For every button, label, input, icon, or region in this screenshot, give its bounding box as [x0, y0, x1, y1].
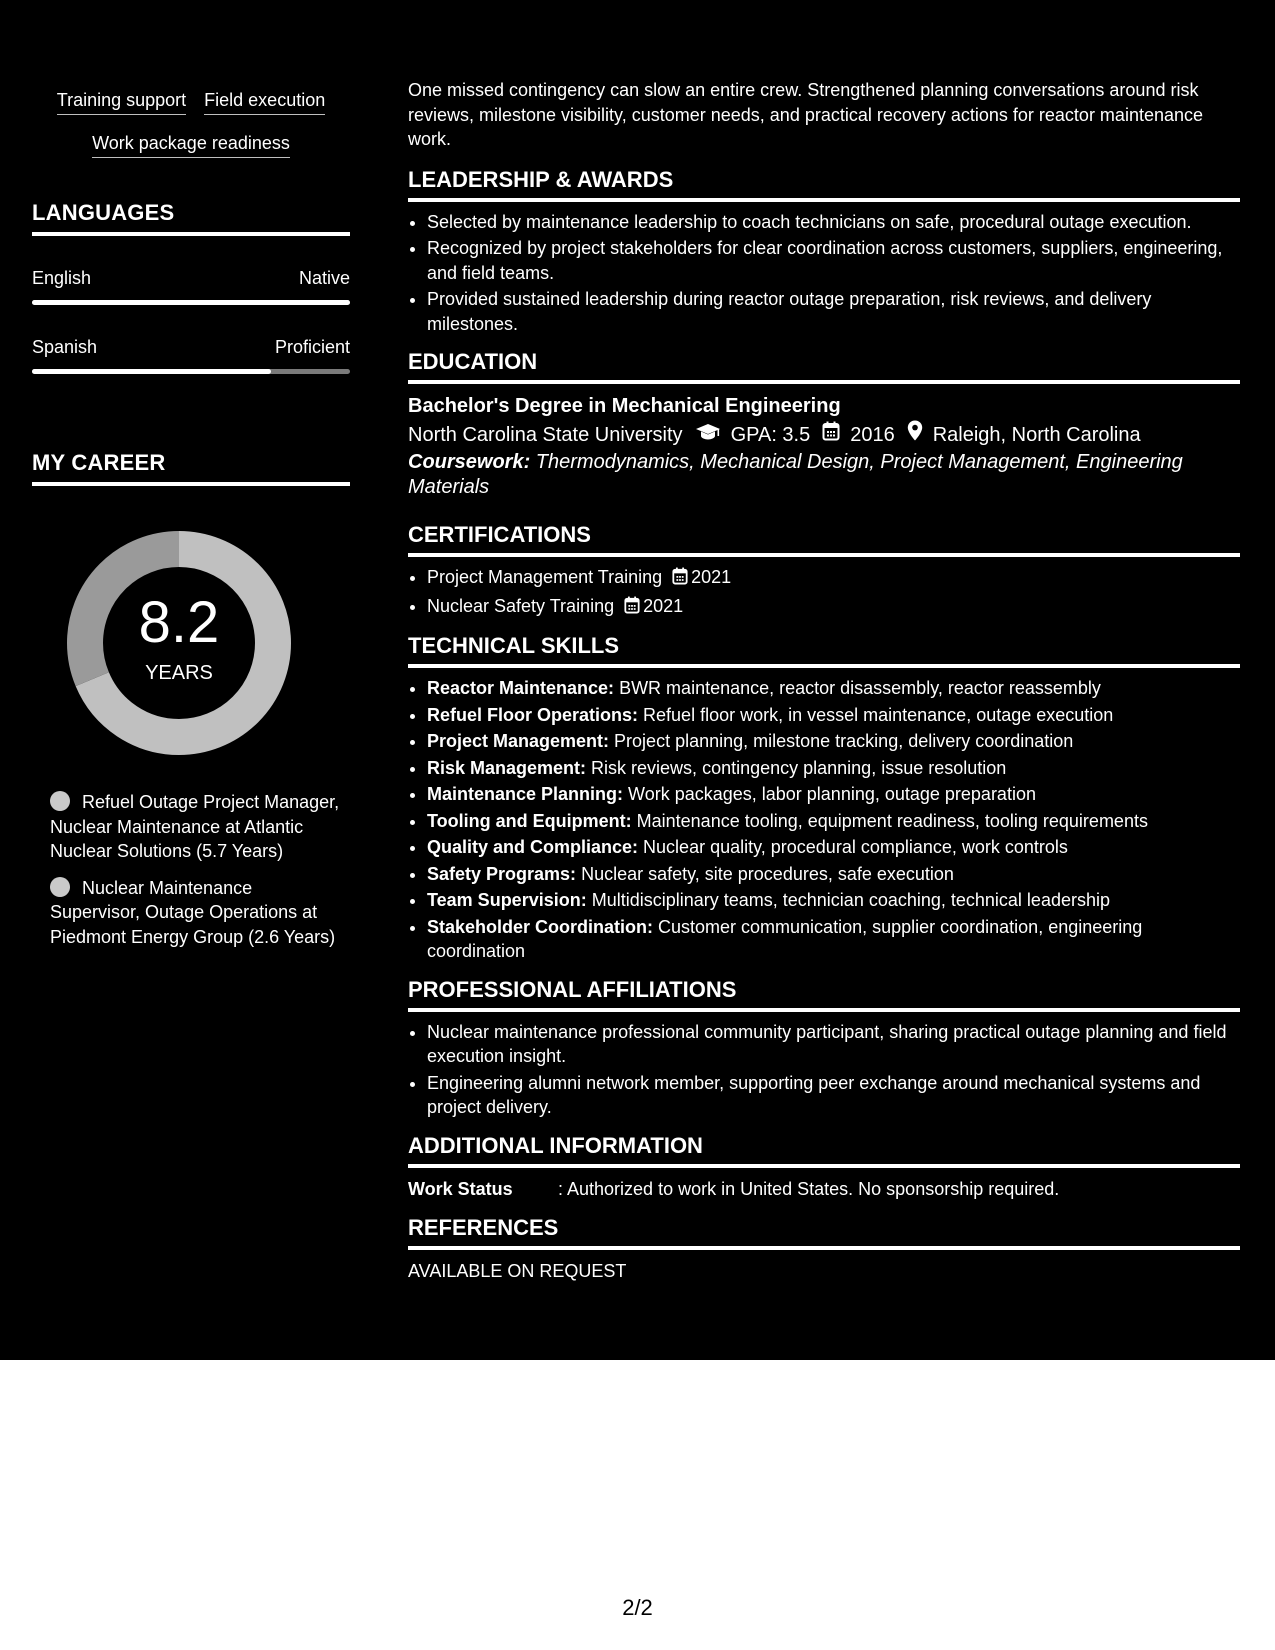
list-item: • Provided sustained leadership during reactor outage preparation, risk reviews, and delivery milestones.	[427, 287, 1240, 336]
skill-tag: Training support	[57, 88, 186, 115]
list-item: • Stakeholder Coordination: Customer communication, supplier coordination, engineering coordination	[427, 915, 1240, 964]
page-number: 2/2	[622, 1595, 653, 1620]
language-english	[32, 266, 350, 305]
certifications-heading: CERTIFICATIONS	[408, 521, 1240, 557]
language-bar	[32, 369, 350, 374]
list-item: • Team Supervision: Multidisciplinary teams, technician coaching, technical leadership	[427, 888, 1240, 913]
language-level: Native	[298, 268, 350, 288]
list-item: • Project Management: Project planning, milestone tracking, delivery coordination	[427, 729, 1240, 754]
list-item: • Engineering alumni network member, supporting peer exchange around mechanical systems and project delivery.	[427, 1071, 1240, 1120]
list-item: • Quality and Compliance: Nuclear quality, procedural compliance, work controls	[427, 835, 1240, 860]
language-level: Proficient	[274, 337, 350, 357]
education-school: North Carolina State University	[408, 424, 683, 446]
affiliations-list	[408, 1020, 1240, 1120]
education-degree: Bachelor's Degree in Mechanical Engineering	[408, 395, 841, 417]
education-location: Raleigh, North Carolina	[932, 424, 1141, 446]
list-item: • Selected by maintenance leadership to coach technicians on safe, procedural outage execution.	[427, 210, 1240, 235]
legend-dot-icon	[50, 791, 70, 811]
list-item: • Project Management Training 2021	[427, 565, 1240, 592]
list-item: • Nuclear Safety Training 2021	[427, 594, 1240, 621]
education-coursework: Coursework: Thermodynamics, Mechanical Design, Project Management, Engineering Materials	[408, 451, 1183, 498]
affiliations-heading: PROFESSIONAL AFFILIATIONS	[408, 976, 1240, 1012]
career-item: Nuclear Maintenance Supervisor, Outage Operations at Piedmont Energy Group (2.6 Years)	[50, 877, 336, 947]
main-content	[408, 78, 1240, 1284]
education-gpa: GPA: 3.5	[730, 424, 811, 446]
career-total-unit: YEARS	[145, 662, 213, 684]
career-donut	[66, 530, 292, 756]
calendar-icon	[624, 596, 640, 621]
leadership-heading: LEADERSHIP & AWARDS	[408, 166, 1240, 202]
list-item: • Maintenance Planning: Work packages, labor planning, outage preparation	[427, 782, 1240, 807]
skill-tags	[32, 88, 350, 174]
skills-list	[408, 676, 1240, 964]
education-year: 2016	[850, 424, 895, 446]
leadership-list	[408, 210, 1240, 337]
list-item: • Risk Management: Risk reviews, contingency planning, issue resolution	[427, 756, 1240, 781]
work-status-value: : Authorized to work in United States. No sponsorship required.	[558, 1178, 1060, 1199]
list-item: • Recognized by project stakeholders for clear coordination across customers, suppliers, engineering, and field teams.	[427, 236, 1240, 285]
language-bar-fill	[32, 300, 350, 305]
references-text: AVAILABLE ON REQUEST	[408, 1260, 627, 1281]
education-meta	[408, 420, 1240, 450]
list-item: • Tooling and Equipment: Maintenance tooling, equipment readiness, tooling requirements	[427, 809, 1240, 834]
career-heading: MY CAREER	[32, 450, 350, 486]
languages-heading: LANGUAGES	[32, 200, 350, 236]
list-item: • Refuel Floor Operations: Refuel floor work, in vessel maintenance, outage execution	[427, 703, 1240, 728]
calendar-icon	[822, 420, 840, 450]
certifications-list	[408, 565, 1240, 620]
language-name: Spanish	[32, 337, 98, 357]
work-status-row	[408, 1176, 1240, 1202]
work-status-label: Work Status	[408, 1178, 513, 1199]
list-item: • Safety Programs: Nuclear safety, site procedures, safe execution	[427, 862, 1240, 887]
language-bar-fill	[32, 369, 271, 374]
calendar-icon	[672, 567, 688, 592]
additional-info-heading: ADDITIONAL INFORMATION	[408, 1132, 1240, 1168]
location-pin-icon	[907, 420, 923, 450]
skills-heading: TECHNICAL SKILLS	[408, 632, 1240, 668]
education-heading: EDUCATION	[408, 348, 1240, 384]
language-spanish	[32, 335, 350, 374]
skill-tag: Field execution	[204, 88, 325, 115]
career-item: Refuel Outage Project Manager, Nuclear Maintenance at Atlantic Nuclear Solutions (5.7 Years)	[50, 792, 340, 861]
legend-dot-icon	[50, 877, 70, 897]
summary-text: One missed contingency can slow an entire crew. Strengthened planning conversations around risk reviews, milestone visibility, customer needs, and practical recovery actions for reactor maintenance work.	[408, 80, 1204, 149]
language-name: English	[32, 268, 92, 288]
list-item: • Reactor Maintenance: BWR maintenance, reactor disassembly, reactor reassembly	[427, 676, 1240, 701]
list-item: • Nuclear maintenance professional community participant, sharing practical outage planning and field execution insight.	[427, 1020, 1240, 1069]
career-total-value: 8.2	[138, 590, 220, 655]
language-bar	[32, 300, 350, 305]
references-heading: REFERENCES	[408, 1214, 1240, 1250]
graduation-cap-icon	[695, 420, 721, 450]
skill-tag: Work package readiness	[92, 131, 290, 158]
career-list	[50, 790, 340, 961]
